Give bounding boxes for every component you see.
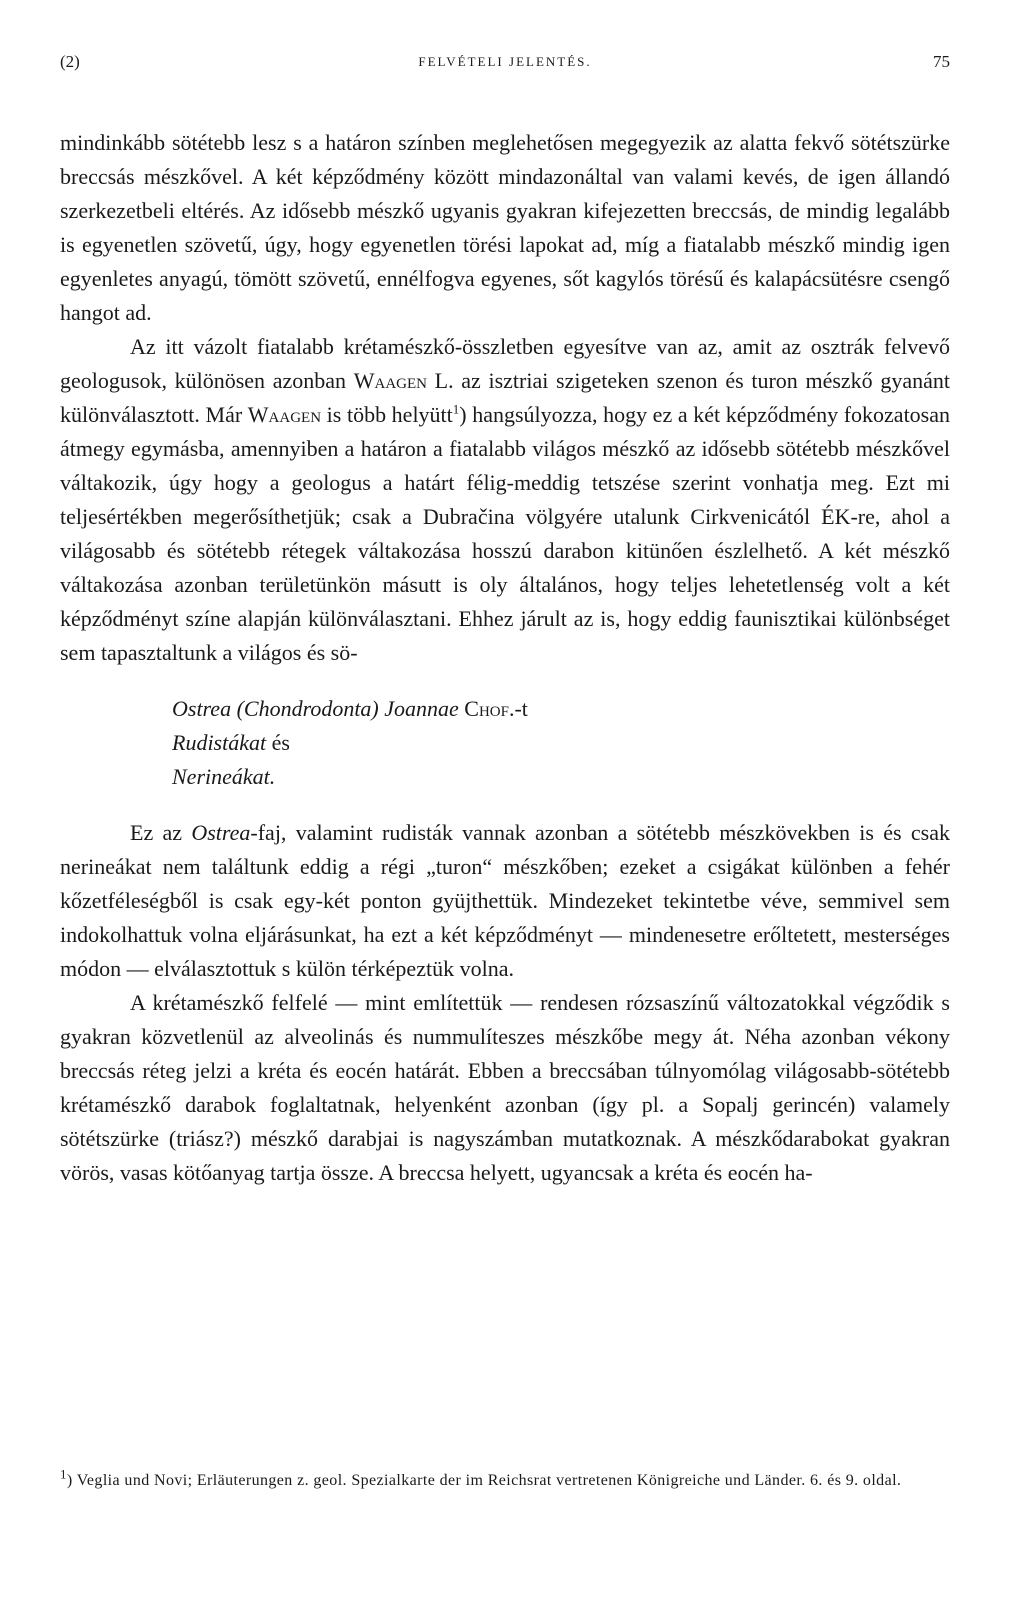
footnote-marker: 1 <box>60 1466 67 1482</box>
body-text-continued <box>60 816 950 1190</box>
species-list <box>172 692 950 794</box>
species-item: Rudistákat és <box>172 730 290 755</box>
species-item: Ostrea (Chondrodonta) Joannae Chof.-t <box>172 696 528 721</box>
footnote-text: ) Veglia und Novi; Erläuterungen z. geol. Spezialkarte der im Reichsrat vertretenen Königreiche und Länder. 6. és 9. oldal. <box>66 1472 902 1489</box>
paragraph-4: A krétamészkő felfelé — mint említettük — rendesen rózsaszínű változatokkal végződik s gyakran közvetlenül az alveolinás és nummulíteszes mészkőbe megy át. Néha azonban vékony breccsás réteg jelzi a kréta és eocén határát. Ebben a breccsában túlnyomólag világosabb-sötétebb krétamészkő darabok foglaltatnak, helyenként azonban (így pl. a Sopalj gerincén) valamely sötétszürke (triász?) mészkő darabjai is nagyszámban mutatkoznak. A mészkődarabokat gyakran vörös, vasas kötőanyag tartja össze. A breccsa helyett, ugyancsak a kréta és eocén ha- <box>60 990 950 1185</box>
body-text <box>60 126 950 670</box>
author-name: Waagen <box>247 402 322 427</box>
running-head <box>60 52 950 82</box>
footnote-reference: 1 <box>452 401 460 417</box>
paragraph-2: Az itt vázolt fiatalabb krétamészkő-összletben egyesítve van az, amit az osztrák felvevő geologusok, különösen azonban Waagen L. az isztriai szigeteken szenon és turon mészkő gyanánt különválasztott. Már Waagen is több helyütt$^1$) hangsúlyozza, hogy ez a két képződmény fokozatosan átmegy egymásba, amennyiben a határon a fiatalabb világos mészkő az idősebb sötétebb mészkővel váltakozik, úgy hogy a geologus a határt félig-meddig tetszése szerint vonhatja meg. Ezt mi teljesértékben megerősíthetjük; csak a Dubračina völgyére utalunk Cirkvenicától ÉK-re, ahol a világosabb és sötétebb rétegek váltakozása hosszú darabon kitünően észlelhető. A két mészkő váltakozása azonban területünkön másutt is oly általános, hogy teljes lehetetlenség volt a két képződményt színe alapján különválasztani. Ehhez járult az is, hogy eddig faunisztikai különbséget sem tapasztaltunk a világos és sö- <box>60 334 951 665</box>
running-title: FELVÉTELI JELENTÉS. <box>418 54 592 69</box>
paragraph-3: Ez az Ostrea-faj, valamint rudisták vannak azonban a sötétebb mészkövekben is és csak nerineákat nem találtunk eddig a régi „turon“ mészkőben; ezeket a csigákat különben a fehér kőzetféleségből is csak egy-két ponton gyüjthettük. Mindezeket tekintetbe véve, semmivel sem indokolhattuk volna eljárásunkat, ha ezt a két képződményt — mindenesetre erőltetett, mesterséges módon — elválasztottuk s külön térképeztük volna. <box>60 820 950 981</box>
section-number: (2) <box>60 52 80 71</box>
author-name: Waagen <box>353 368 427 393</box>
page <box>60 52 950 1190</box>
species-item: Nerineákat. <box>172 764 276 789</box>
page-number: 75 <box>933 52 950 71</box>
paragraph-1: mindinkább sötétebb lesz s a határon színben meglehetősen megegyezik az alatta fekvő sötétszürke breccsás mészkővel. A két képződmény között mindazonáltal van valami kevés, de igen állandó szerkezetbeli eltérés. Az idősebb mészkő ugyanis gyakran kifejezetten breccsás, de mindig legalább is egyenetlen szövetű, úgy, hogy egyenetlen törési lapokat ad, míg a fiatalabb mészkő mindig igen egyenletes anyagú, tömött szövetű, ennélfogva egyenes, sőt kagylós törésű és kalapácsütésre csengő hangot ad. <box>60 130 950 325</box>
footnote <box>60 1468 950 1493</box>
